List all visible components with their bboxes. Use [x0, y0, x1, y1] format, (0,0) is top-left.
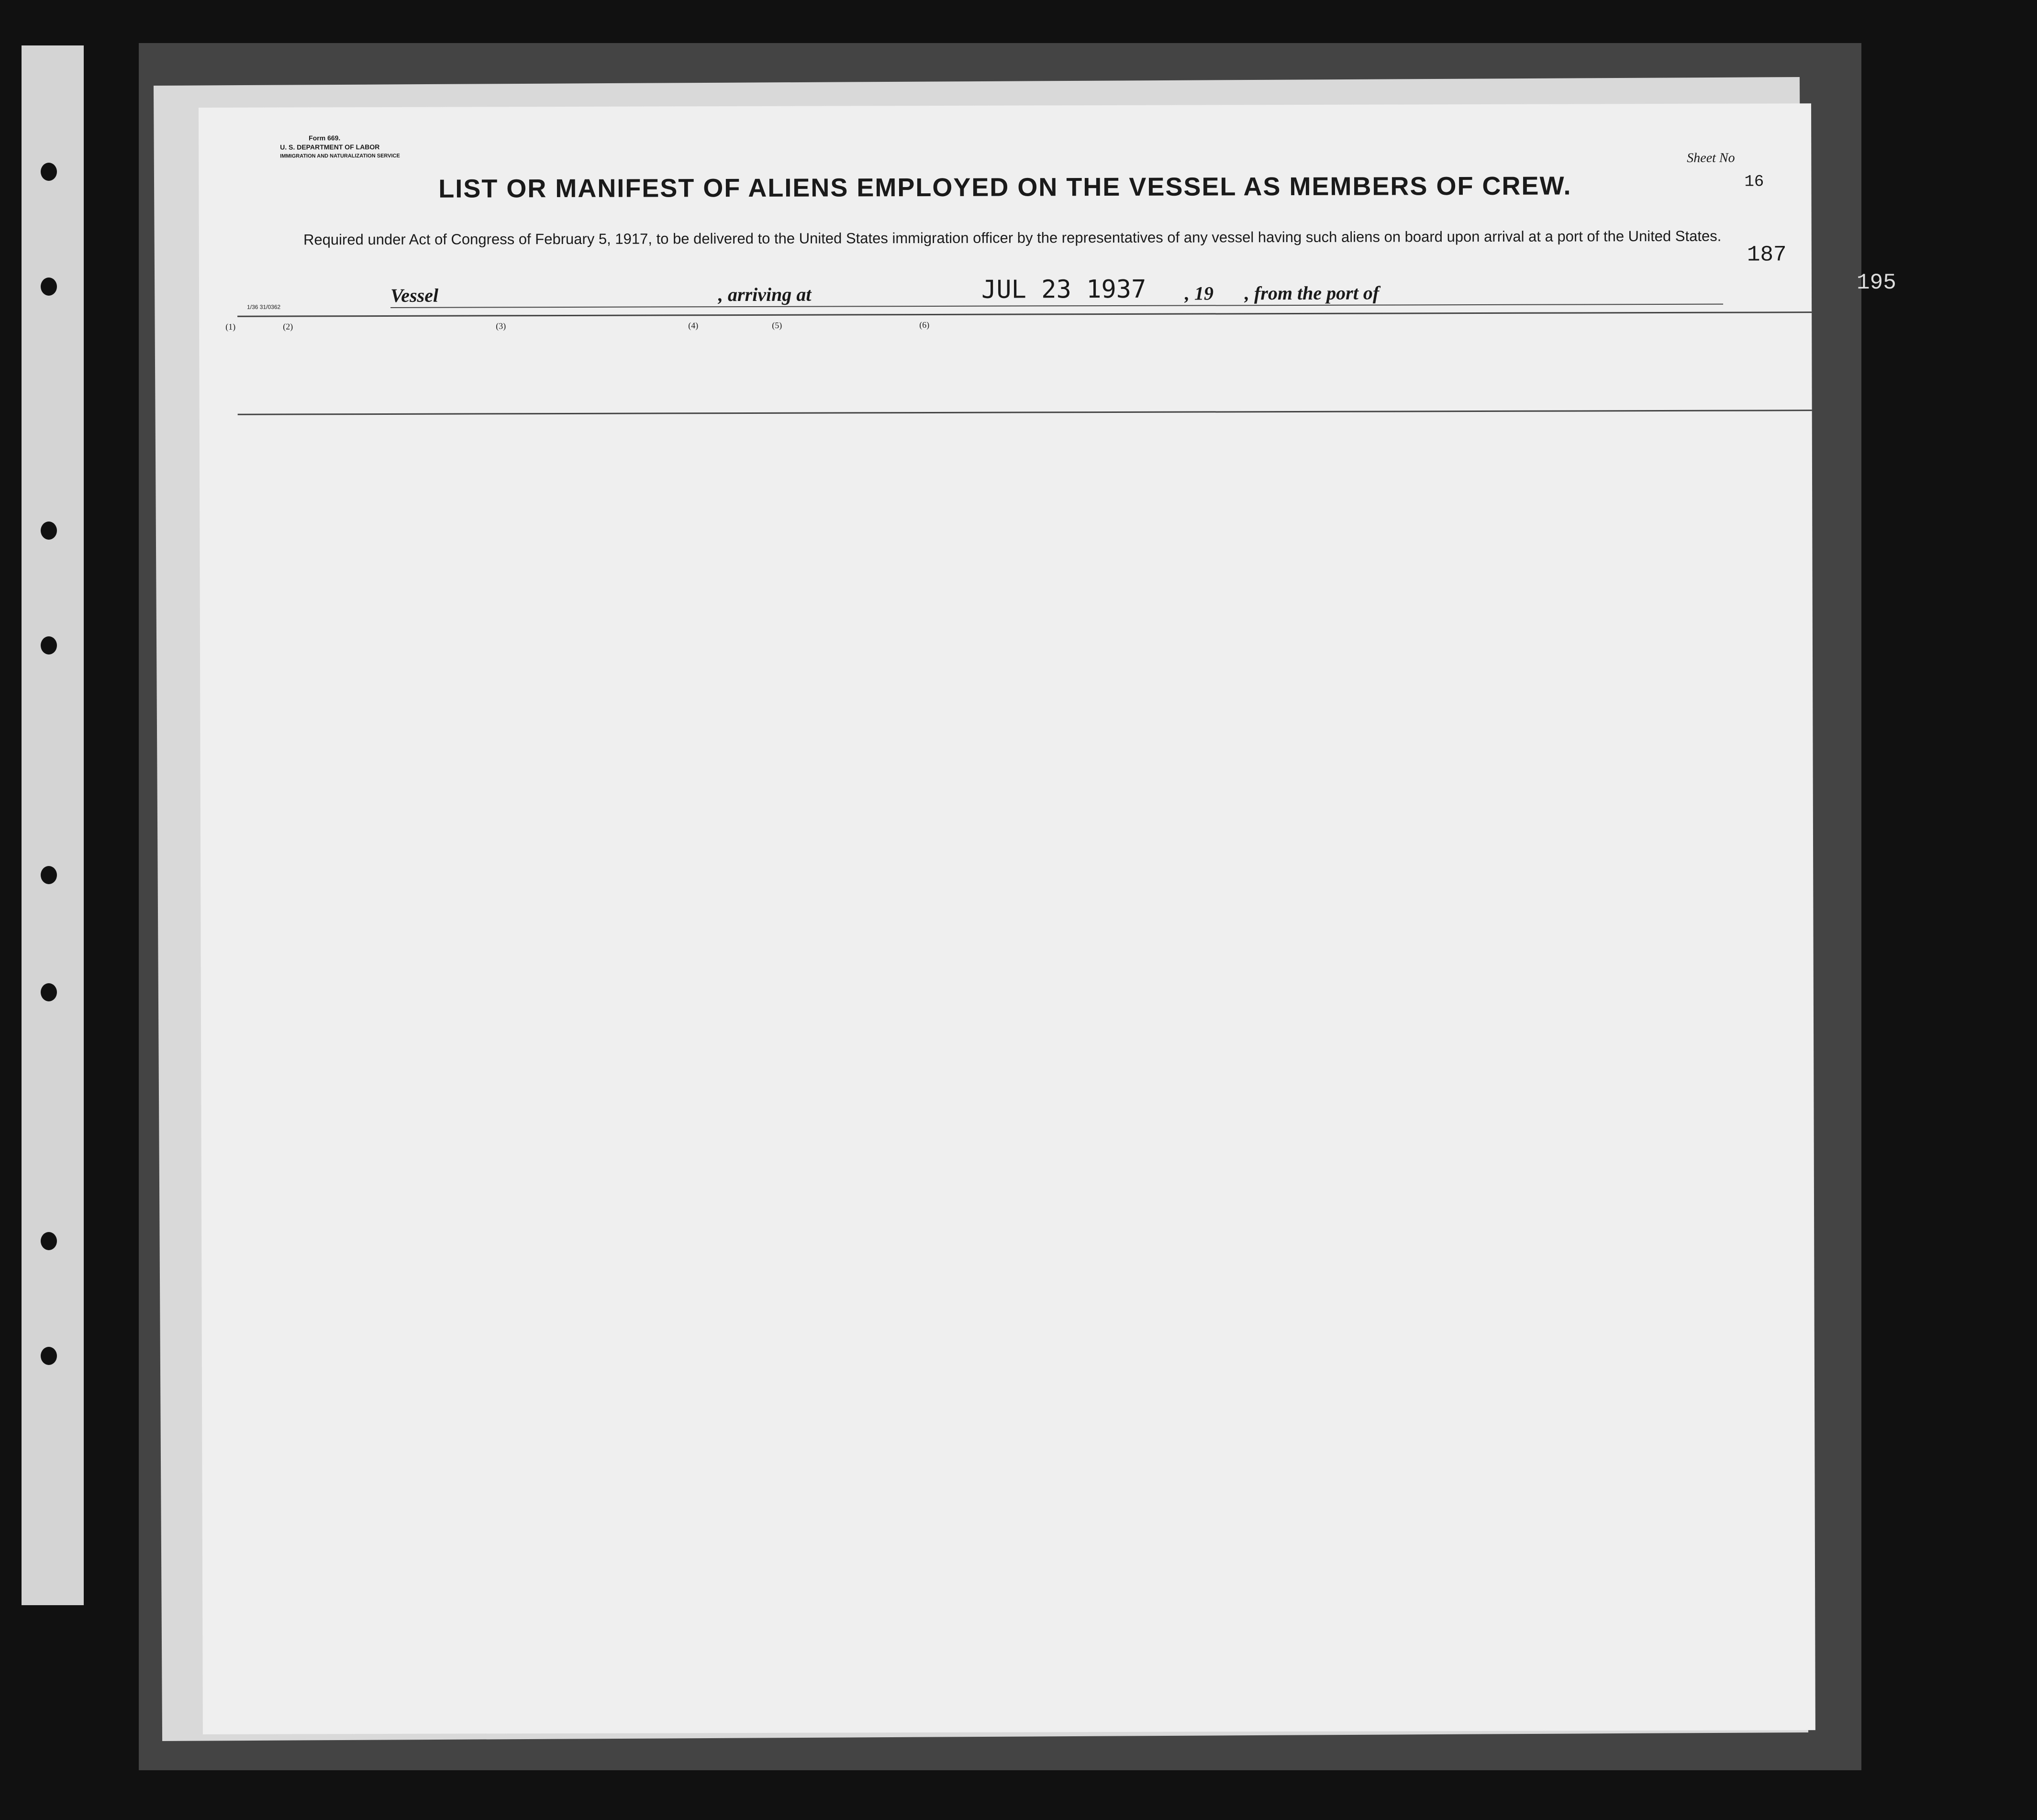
page-title: LIST OR MANIFEST OF ALIENS EMPLOYED ON THE VESSEL AS MEMBERS OF CREW. [438, 171, 1572, 203]
binder-hole [41, 277, 57, 296]
colnum-6: (6) [919, 320, 930, 330]
binder-hole [41, 636, 57, 655]
binder-hole [41, 983, 57, 1001]
binder-hole [41, 1347, 57, 1365]
colnum-2: (2) [283, 322, 293, 332]
colnum-3: (3) [496, 321, 506, 331]
year-label: , 19 [1184, 282, 1214, 304]
vessel-underline [390, 304, 1723, 308]
binder-hole [41, 163, 57, 181]
service: IMMIGRATION AND NATURALIZATION SERVICE [280, 153, 400, 159]
table-top-border [237, 311, 1812, 317]
sheet-no-label: Sheet No [1687, 150, 1735, 166]
subtitle: Required under Act of Congress of February 5, 1917, to be delivered to the United States immigration officer by the representatives of any vessel having such aliens on board upon arrival at a port of the United States. [303, 227, 1722, 248]
binder-hole [41, 866, 57, 884]
binder-hole [41, 1232, 57, 1250]
form-number: Form 669. [309, 134, 341, 142]
edge-stamp: 195 [1857, 270, 1896, 295]
colnum-4: (4) [688, 321, 699, 331]
form-info [280, 133, 400, 161]
department: U. S. DEPARTMENT OF LABOR [280, 143, 380, 151]
manifest-page [199, 103, 1815, 1734]
arrival-date-stamp: JUL 23 1937 [981, 275, 1147, 304]
vessel-label: Vessel [390, 284, 439, 306]
sheet-no-value: 16 [1744, 173, 1764, 191]
colnum-5: (5) [772, 320, 782, 330]
print-code: 1/36 31/0362 [247, 303, 281, 311]
header-bottom-border [238, 410, 1812, 415]
binder-strip [22, 45, 84, 1605]
arriving-label: , arriving at [718, 283, 812, 306]
port-label: , from the port of [1244, 282, 1380, 304]
page-stamp: 187 [1747, 242, 1787, 267]
binder-hole [41, 522, 57, 540]
colnum-1: (1) [225, 322, 236, 332]
